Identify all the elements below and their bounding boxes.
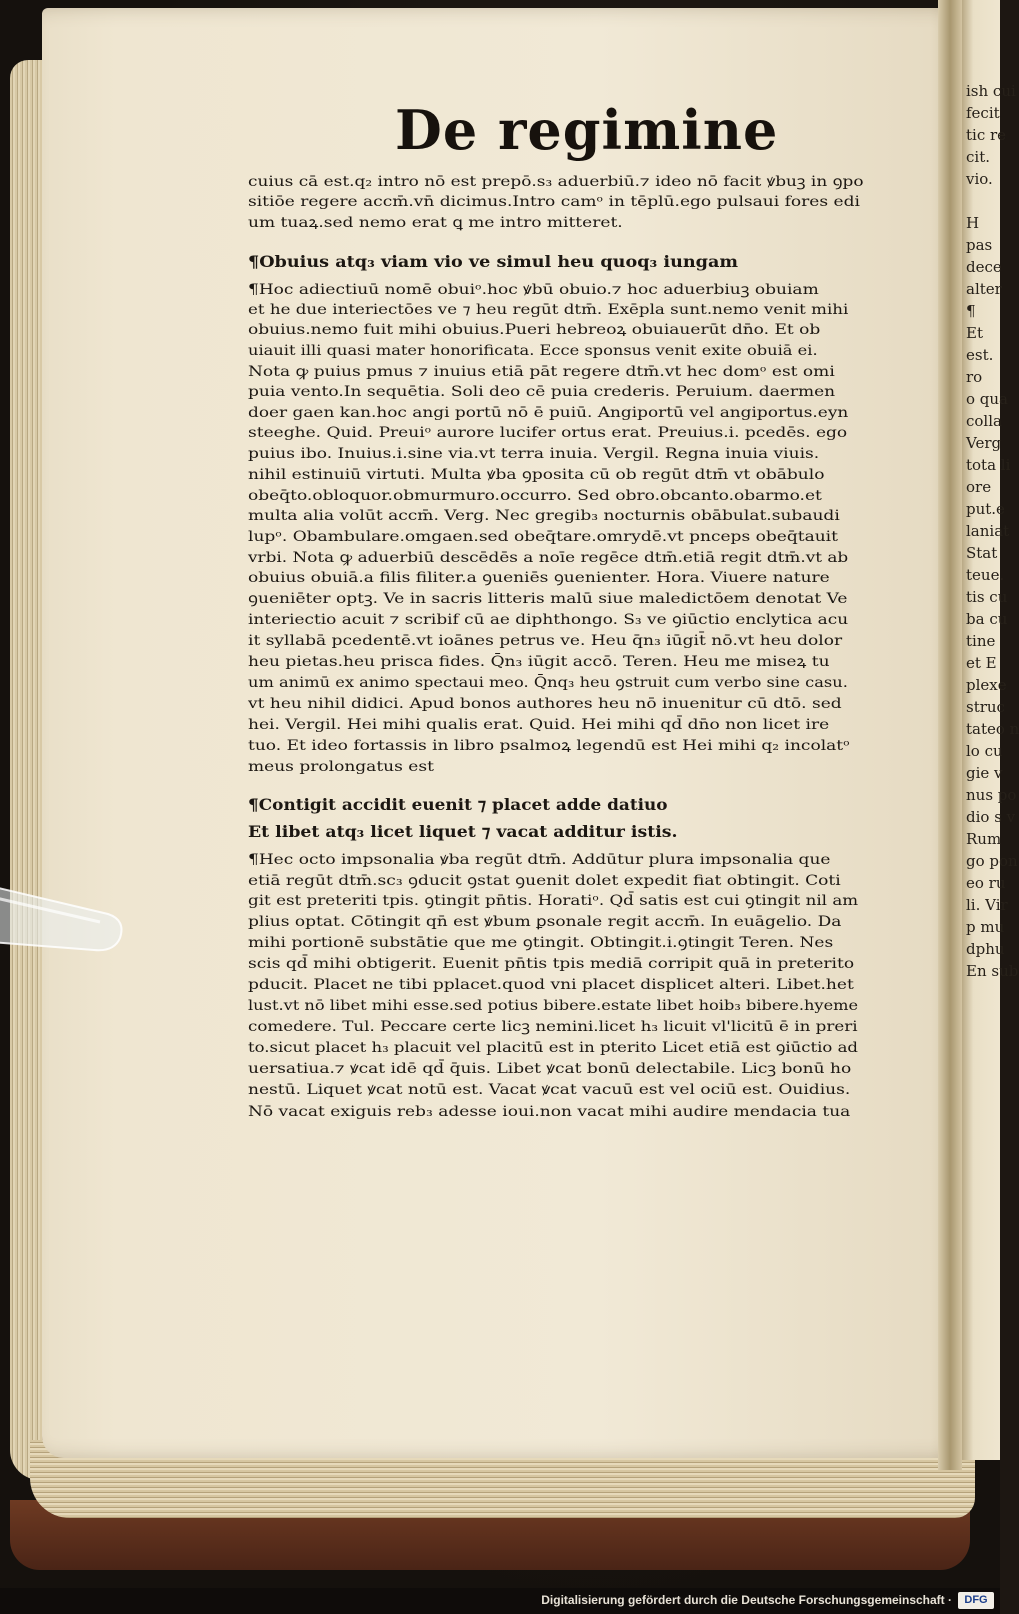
text-line: multa alia volūt accm̄. Verg. Nec gregib₃ nocturnis obābulat.subaudi <box>248 508 840 524</box>
facing-page-line: pas <box>966 236 993 254</box>
verse-line: ¶Contigit accidit euenit ⁊ placet adde datiuo <box>248 795 668 814</box>
text-line: scis qd̄ mihi obtigerit. Euenit pn̄tis tpis mediā corripit quā in preterito <box>248 956 855 972</box>
facing-page-line: gie v <box>966 764 1003 782</box>
text-line: ¶Hoc adiectiuū nomē obuiᵒ.hoc ꝟbū obuio.⁊ hoc aduerbiuꝫ obuiam <box>248 282 819 298</box>
book-gutter <box>938 0 962 1470</box>
text-line: obuius.nemo fuit mihi obuius.Pueri hebreoꝝ obuiauerūt dn̄o. Et ob <box>248 322 821 338</box>
facing-page-line: et E <box>966 654 997 672</box>
facing-page-line: ore <box>966 478 992 496</box>
facing-page-line: Rum <box>966 830 1002 848</box>
text-line: ¶Hec octo impsonalia ꝟba regūt dtm̄. Addūtur plura impsonalia que <box>248 852 831 868</box>
text-line: lust.vt nō libet mihi esse.sed potius bibere.estate libet hoib₃ bibere.hyeme <box>248 998 859 1014</box>
text-line: tuo. Et ideo fortassis in libro psalmoꝝ legendū est Hei mihi q₂ incolatᵒ <box>248 738 850 754</box>
page-title: De regimine <box>395 98 779 162</box>
facing-page-line: o qua <box>966 390 1009 408</box>
facing-page-line: plexe <box>966 676 1007 694</box>
facing-page-line: p mu <box>966 918 1005 936</box>
facing-page-line <box>966 190 1000 212</box>
facing-page-line: H <box>966 214 980 232</box>
facing-page-line: ro <box>966 368 983 386</box>
verse-line: Et libet atq₃ licet liquet ⁊ vacat additur istis. <box>248 822 678 841</box>
facing-page-line: struc <box>966 698 1005 716</box>
text-line: ꝯueniēter optꝫ. Ve in sacris litteris malū siue maledictōem denotat Ve <box>248 591 848 607</box>
facing-page-line: En sub <box>966 962 1019 980</box>
text-line: sitiōe regere accm̄.vn̄ dicimus.Intro camᵒ in tēplū.ego pulsaui fores edi <box>248 194 860 210</box>
footer-credit: Digitalisierung gefördert durch die Deutsche Forschungsgemeinschaft · <box>541 1593 952 1607</box>
text-line: uiauit illi quasi mater honorificata. Ecce sponsus venit exite obuiā ei. <box>248 343 818 359</box>
text-line: lupᵒ. Obambulare.omgaen.sed obeq̄tare.omrydē.vt pnceps obeq̄tauit <box>248 529 838 545</box>
text-line: pducit. Placet ne tibi pplacet.quod vni placet displicet alteri. Libet.het <box>248 977 854 993</box>
facing-page-line: ba cu <box>966 610 1008 628</box>
text-line: um tuaꝝ.sed nemo erat ꝗ me intro mitteret. <box>248 215 623 231</box>
facing-page-line: dio s v <box>966 808 1016 826</box>
facing-page-line: Et <box>966 324 983 342</box>
text-line: puius ibo. Inuius.i.sine via.vt terra inuia. Vergil. Regna inuia viuis. <box>248 446 820 462</box>
facing-page-line: tota li <box>966 456 1011 474</box>
facing-page-line: laniat <box>966 522 1010 540</box>
facing-page-text <box>966 80 1019 1130</box>
text-line: puia vento.In sequētia. Soli deo cē puia crederis. Peruium. daermen <box>248 384 836 400</box>
text-block <box>248 170 868 1170</box>
facing-page-line: tine <box>966 632 996 650</box>
glass-page-holder-icon <box>0 868 130 964</box>
text-line: comedere. Tul. Peccare certe licꝫ nemini.licet h₃ licuit vl'licitū ē in preri <box>248 1019 858 1035</box>
facing-page-line: tis cu <box>966 588 1008 606</box>
facing-page-line: li. Vir <box>966 896 1008 914</box>
facing-page-line: vio. <box>966 170 993 188</box>
footer-bar <box>0 1588 1000 1614</box>
facing-page-line: cit. <box>966 148 990 166</box>
text-line: doer gaen kan.hoc angi portū nō ē puiū. Angiportū vel angiportus.eyn <box>248 405 849 421</box>
facing-page-line: colla <box>966 412 1002 430</box>
verse-line: ¶Obuius atq₃ viam vio ve simul heu quoq₃ iungam <box>248 252 739 271</box>
text-line: hei. Vergil. Hei mihi qualis erat. Quid. Hei mihi qd̄ dn̄o non licet ire <box>248 717 830 733</box>
text-line: cuius cā est.q₂ intro nō est prepō.s₃ aduerbiū.⁊ ideo nō facit ꝟbuꝫ in ꝯpo <box>248 174 864 190</box>
dfg-logo: DFG <box>958 1592 994 1609</box>
text-line: git est preteriti tpis. ꝯtingit pn̄tis. Horatiᵒ. Qd̄ satis est cui ꝯtingit nil am <box>248 893 859 909</box>
text-line: it syllabā pcedentē.vt ioānes petrus ve. Heu q̄n₃ iūgit̄ nō.vt heu dolor <box>248 633 843 649</box>
text-line: Nō vacat exiguis reb₃ adesse ioui.non vacat mihi audire mendacia tua <box>248 1104 851 1120</box>
text-line: et he due interiectōes ve ⁊ heu regūt dtm̄. Exēpla sunt.nemo venit mihi <box>248 302 849 318</box>
text-line: nestū. Liquet ꝟcat notū est. Vacat ꝟcat vacuū est vel ociū est. Ouidius. <box>248 1082 851 1098</box>
text-line: interiectio acuit ⁊ scribif cū ae diphthongo. S₃ ve ꝯiūctio enclytica acu <box>248 612 849 628</box>
text-line: vt heu nihil didici. Apud bonos authores heu nō inuenitur cū dtō. sed <box>248 696 842 712</box>
text-line: nihil estinuiū virtuti. Multa ꝟba ꝯposita cū ob regūt dtm̄ vt obābulo <box>248 467 825 483</box>
facing-page-line: eo ru <box>966 874 1006 892</box>
text-line: heu pietas.heu prisca fides. Q̄n₃ iūgit accō. Teren. Heu me miseꝝ tu <box>248 654 830 670</box>
text-line: obeq̄to.obloquor.obmurmuro.occurro. Sed obro.obcanto.obarmo.et <box>248 488 822 504</box>
facing-page-line: tic re <box>966 126 1007 144</box>
facing-page-line: fecit <box>966 104 1000 122</box>
text-line: obuius obuiā.a filis filiter.a ꝯueniēs ꝯuenienter. Hora. Viuere nature <box>248 570 830 586</box>
text-line: etiā regūt dtm̄.sc₃ ꝯducit ꝯstat ꝯuenit dolet expedit fiat obtingit. Coti <box>248 873 841 889</box>
facing-page-line: est. <box>966 346 994 364</box>
facing-page-line: nus po <box>966 786 1017 804</box>
facing-page-line: Stat <box>966 544 998 562</box>
text-line: meus prolongatus est <box>248 759 434 775</box>
facing-page-line: go pon <box>966 852 1018 870</box>
facing-page-line: alter <box>966 280 1002 298</box>
facing-page-line: lo cu <box>966 742 1003 760</box>
text-line: steeghe. Quid. Preuiᵒ aurore lucifer ortus erat. Preuius.i. pcedēs. ego <box>248 425 848 441</box>
text-line: um animū ex animo spectaui meo. Q̄nq₃ heu ꝯstruit cum verbo sine casu. <box>248 675 848 691</box>
facing-page-line: dphu <box>966 940 1005 958</box>
text-line: mihi portionē substātie que me ꝯtingit. Obtingit.i.ꝯtingit Teren. Nes <box>248 935 834 951</box>
facing-page-line: ish cui <box>966 82 1016 100</box>
facing-page-line: tateo n <box>966 720 1019 738</box>
facing-page-line: dece <box>966 258 1002 276</box>
facing-page-line: put.e <box>966 500 1005 518</box>
text-line: to.sicut placet h₃ placuit vel placitū est in pterito Licet etiā est ꝯiūctio ad <box>248 1040 858 1056</box>
text-line: Nota ꝙ puius pmus ⁊ inuius etiā pāt regere dtm̄.vt hec domᵒ est omi <box>248 364 835 380</box>
text-line: plius optat. Cōtingit qn̄ est ꝟbum ꝑsonale regit accm̄. In euāgelio. Da <box>248 914 842 930</box>
facing-page-line: teue. <box>966 566 1005 584</box>
text-line: vrbi. Nota ꝙ aduerbiū descēdēs a noīe regēce dtm̄.etiā regit dtm̄.vt ab <box>248 550 849 566</box>
facing-page-line: ¶ <box>966 302 976 320</box>
facing-page-line: Verg <box>966 434 1002 452</box>
text-line: uersatiua.⁊ ꝟcat idē qd̄ q̄uis. Libet ꝟcat bonū delectabile. Licꝫ bonū ho <box>248 1061 852 1077</box>
